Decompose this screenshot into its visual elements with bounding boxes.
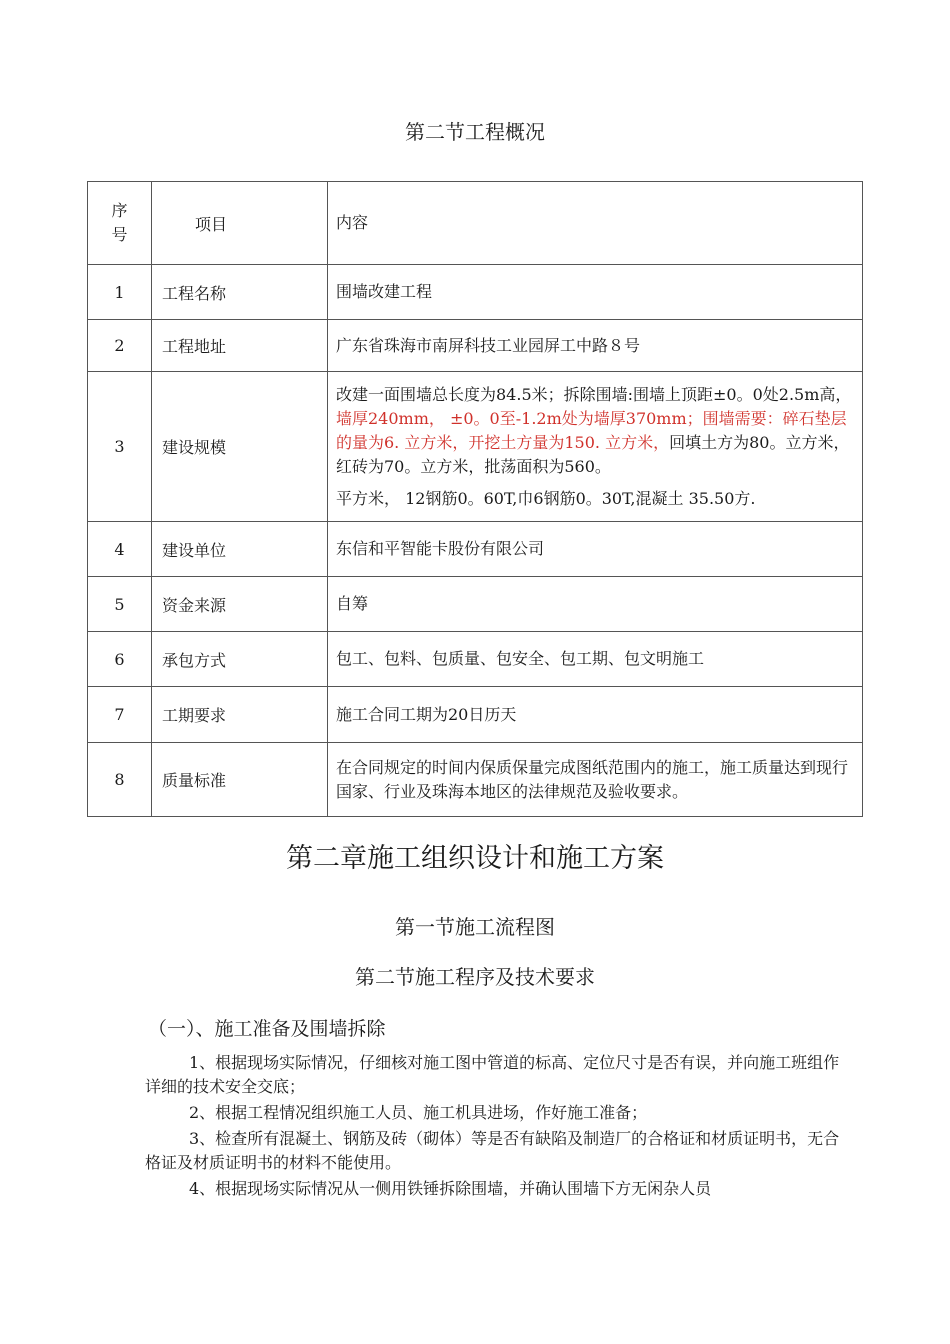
row-no: 5: [88, 577, 152, 632]
scale-line2: 平方米， 12钢筋0。60T,巾6钢筋0。30T,混凝土 35.50方.: [336, 488, 756, 508]
header-item: 项目: [152, 182, 328, 265]
row-no: 1: [88, 265, 152, 320]
table-header-row: [88, 182, 863, 265]
row-content: 包工、包料、包质量、包安全、包工期、包文明施工: [328, 632, 863, 687]
scale-text-part1: 改建一面围墙总长度为84.5米；拆除围墙:围墙上顶距±0。0处2.5m高，: [336, 384, 852, 404]
paragraph: 2、根据工程情况组织施工人员、施工机具进场，作好施工准备；: [189, 1103, 648, 1122]
scale-content: [328, 372, 863, 522]
row-item: 工期要求: [152, 687, 328, 743]
paragraph: 3、检查所有混凝土、钢筋及砖（砌体）等是否有缺陷及制造厂的合格证和材质证明书，无合格证及材质证明书的材料不能使用。: [145, 1129, 840, 1172]
subsection-title: 第一节施工流程图: [395, 915, 555, 939]
row-content: 东信和平智能卡股份有限公司: [328, 522, 863, 577]
row-item: 资金来源: [152, 577, 328, 632]
table-row: [88, 522, 863, 577]
scale-text-red: 墙厚240mm， ±0。0至-1.2m处为墙厚370mm；围墙需要：碎石垫层的量为6. 立方米，开挖土方量为150. 立方米，: [336, 408, 847, 452]
paragraph: 1、根据现场实际情况，仔细核对施工图中管道的标高、定位尺寸是否有误，并向施工班组作详细的技术安全交底；: [145, 1053, 840, 1096]
row-item: 建设规模: [152, 372, 328, 522]
row-item: 建设单位: [152, 522, 328, 577]
table-row: [88, 372, 863, 522]
row-no: 8: [88, 743, 152, 817]
row-content: 在合同规定的时间内保质保量完成图纸范围内的施工，施工质量达到现行国家、行业及珠海本地区的法律规范及验收要求。: [328, 743, 863, 817]
table-row: [88, 687, 863, 743]
header-no-line1: 序: [111, 201, 128, 220]
row-item: 工程名称: [152, 265, 328, 320]
row-no: 7: [88, 687, 152, 743]
table-row: [88, 632, 863, 687]
scale-paragraph: [336, 383, 860, 479]
section-title: 第二节工程概况: [405, 120, 545, 144]
row-no: 2: [88, 320, 152, 372]
table-row: [88, 577, 863, 632]
row-item: 工程地址: [152, 320, 328, 372]
row-content: 广东省珠海市南屏科技工业园屏工中路８号: [328, 320, 863, 372]
row-content: 自筹: [328, 577, 863, 632]
table-row: [88, 743, 863, 817]
paragraph: 4、根据现场实际情况从一侧用铁锤拆除围墙，并确认围墙下方无闲杂人员: [189, 1179, 712, 1198]
row-no: 3: [88, 372, 152, 522]
chapter-title: 第二章施工组织设计和施工方案: [286, 843, 664, 874]
table-row: [88, 265, 863, 320]
header-no: [88, 182, 152, 265]
row-item: 质量标准: [152, 743, 328, 817]
scale-text-part3: 回填土方为80。立方米，红砖为70。立方米，批荡面积为560。: [336, 432, 850, 476]
project-overview-table: [87, 181, 863, 817]
row-no: 6: [88, 632, 152, 687]
row-item: 承包方式: [152, 632, 328, 687]
header-content: 内容: [328, 182, 863, 265]
table-row: [88, 320, 863, 372]
row-no: 4: [88, 522, 152, 577]
row-content: 围墙改建工程: [328, 265, 863, 320]
row-content: 施工合同工期为20日历天: [328, 687, 863, 743]
subsection-title: 第二节施工程序及技术要求: [355, 965, 595, 989]
header-no-line2: 号: [111, 225, 128, 244]
subsection-heading: （一）、施工准备及围墙拆除: [148, 1018, 386, 1040]
